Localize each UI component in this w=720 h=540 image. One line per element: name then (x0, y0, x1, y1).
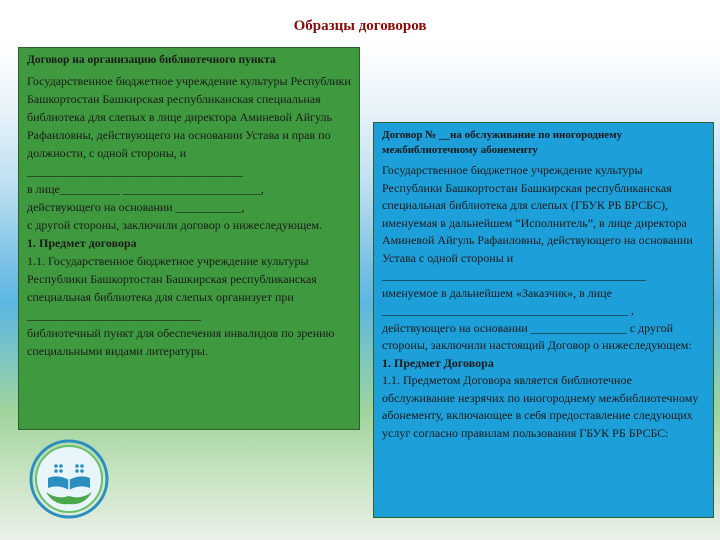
left-section-paragraph: библиотечный пункт для обеспечения инвалидов по зрению специальными видами литературы. (27, 326, 335, 358)
library-logo-icon (28, 438, 110, 520)
right-paragraph: _________________________________________ , (382, 303, 634, 317)
left-panel-title: Договор на организацию библиотечного пункта (27, 54, 276, 66)
left-contract-panel (18, 47, 360, 430)
right-panel-body (382, 162, 705, 442)
left-panel-body (27, 72, 351, 360)
right-contract-panel (373, 122, 714, 518)
left-paragraph: ____________________________________ (27, 164, 243, 178)
right-paragraph: именуемое в дальнейшем «Заказчик», в лице (382, 285, 612, 300)
slide-title: Образцы договоров (293, 18, 427, 34)
right-paragraph: действующего на основании ________________ с другой стороны, заключили настоящий Договор о нижеследующем: (382, 320, 692, 352)
left-paragraph: Государственное бюджетное учреждение культуры Республики Башкортостан Башкирская республиканская специальная библиотека для слепых в лице директора Аминевой Айгуль Рафаиловны, действующего на основании Устава и прав по должности, с одной стороны, и (27, 74, 351, 160)
left-section-heading: 1. Предмет договора (27, 236, 137, 250)
left-section-paragraph: _____________________________ (27, 308, 201, 322)
right-paragraph: ____________________________________________ (382, 268, 646, 282)
right-section-paragraph: 1.1. Предметом Договора является библиотечное обслуживание незрячих по иногороднему межбиблиотечному абонементу, включающее в себя предоставление следующих услуг согласно правилам пользования ГБУК РБ БРСБС: (382, 373, 699, 440)
left-section-paragraph: 1.1. Государственное бюджетное учреждение культуры Республики Башкортостан Башкирская республиканская специальная библиотека для слепых организует при (27, 254, 317, 304)
left-paragraph: с другой стороны, заключили договор о нижеследующем. (27, 218, 323, 232)
right-section-heading: 1. Предмет Договора (382, 355, 494, 370)
right-panel-title: Договор № __на обслуживание по иногороднему межбиблиотечному абонементу (382, 129, 623, 156)
left-paragraph: в лице__________ _______________________, (27, 182, 264, 196)
left-paragraph: действующего на основании ___________, (27, 200, 245, 214)
right-paragraph: Государственное бюджетное учреждение культуры Республики Башкортостан Башкирская республиканская специальная библиотека для слепых (ГБУК РБ БРСБС), именуемая в дальнейшем “Исполнитель”, в лице директора Аминевой Айгуль Рафаиловны, действующего на основании Устава с одной стороны и (382, 163, 693, 265)
